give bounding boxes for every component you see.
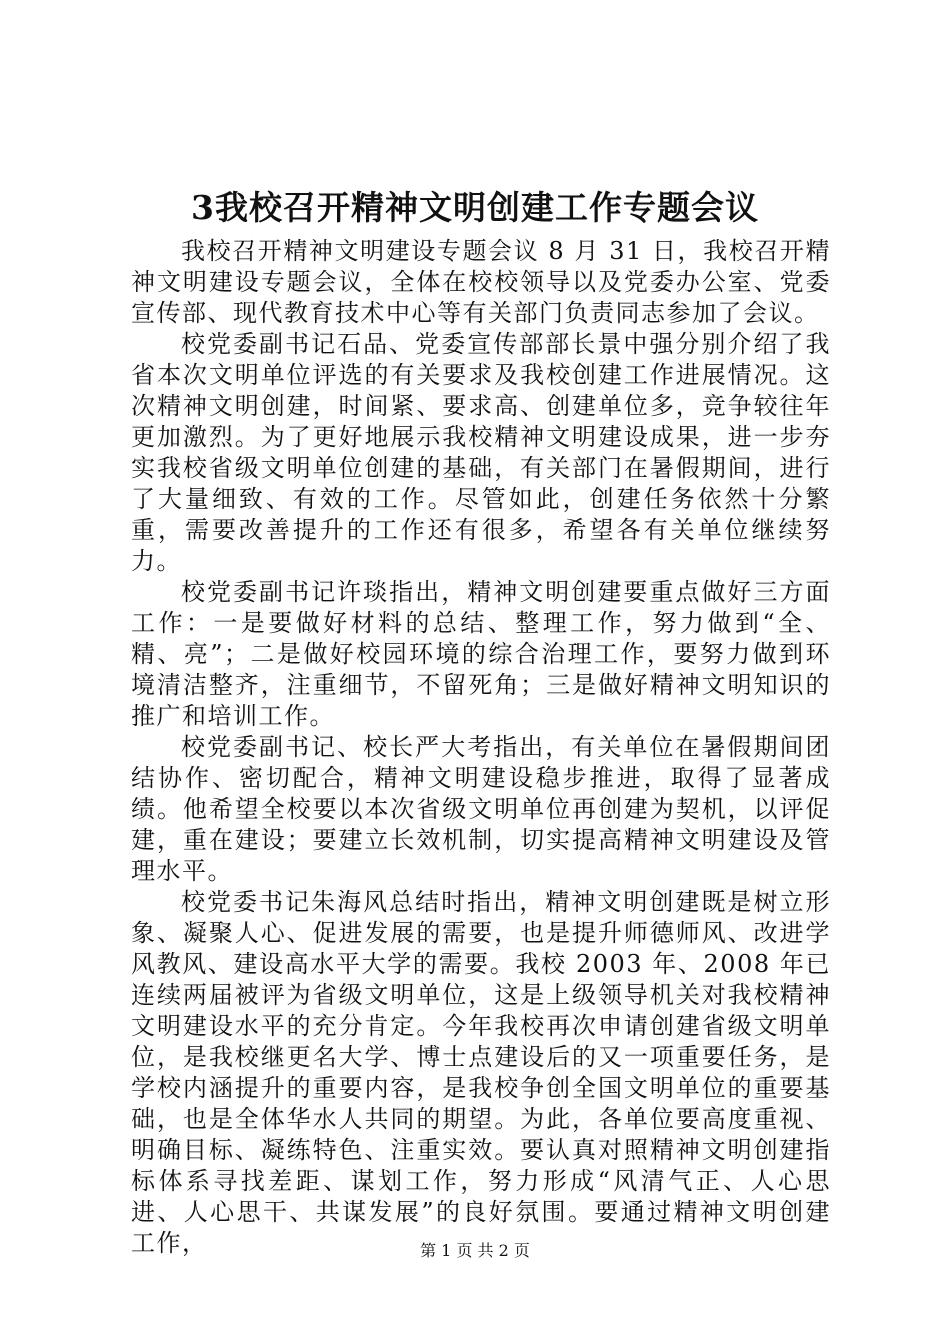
paragraph-2: 校党委副书记石品、党委宣传部部长景中强分别介绍了我省本次文明单位评选的有关要求及我校创建工作进展情况。这次精神文明创建，时间紧、要求高、创建单位多，竞争较往年更加激烈。为了更好地展示我校精神文明建设成果，进一步夯实我校省级文明单位创建的基础，有关部门在暑假期间，进行了大量细致、有效的工作。尽管如此，创建任务依然十分繁重，需要改善提升的工作还有很多，希望各有关单位继续努力。 xyxy=(131,330,831,575)
paragraph-4: 校党委副书记、校长严大考指出，有关单位在暑假期间团结协作、密切配合，精神文明建设稳步推进，取得了显著成绩。他希望全校要以本次省级文明单位再创建为契机，以评促建，重在建设；要建立长效机制，切实提高精神文明建设及管理水平。 xyxy=(131,733,831,885)
paragraph-5: 校党委书记朱海风总结时指出，精神文明创建既是树立形象、凝聚人心、促进发展的需要，也是提升师德师风、改进学风教风、建设高水平大学的需要。我校 2003 年、2008 年已连续两届被评为省级文明单位，这是上级领导机关对我校精神文明建设水平的充分肯定。今年我校再次申请创建省级文明单位，是我校继更名大学、博士点建设后的又一项重要任务，是学校内涵提升的重要内容，是我校争创全国文明单位的重要基础，也是全体华水人共同的期望。为此，各单位要高度重视、明确目标、凝练特色、注重实效。要认真对照精神文明创建指标体系寻找差距、谋划工作，努力形成“风清气正、人心思进、人心思干、共谋发展”的良好氛围。要通过精神文明创建工作， xyxy=(131,888,831,1257)
page-footer: 第 1 页 共 2 页 xyxy=(420,1241,530,1260)
document-body xyxy=(131,236,831,1259)
paragraph-1: 我校召开精神文明建设专题会议 8 月 31 日，我校召开精神文明建设专题会议，全体在校校领导以及党委办公室、党委宣传部、现代教育技术中心等有关部门负责同志参加了会议。 xyxy=(131,237,831,327)
paragraph-3: 校党委副书记许琰指出，精神文明创建要重点做好三方面工作：一是要做好材料的总结、整理工作，努力做到“全、精、亮”；二是做好校园环境的综合治理工作，要努力做到环境清洁整齐，注重细节，不留死角；三是做好精神文明知识的推广和培训工作。 xyxy=(131,578,831,730)
document-title: 3我校召开精神文明创建工作专题会议 xyxy=(191,188,759,227)
